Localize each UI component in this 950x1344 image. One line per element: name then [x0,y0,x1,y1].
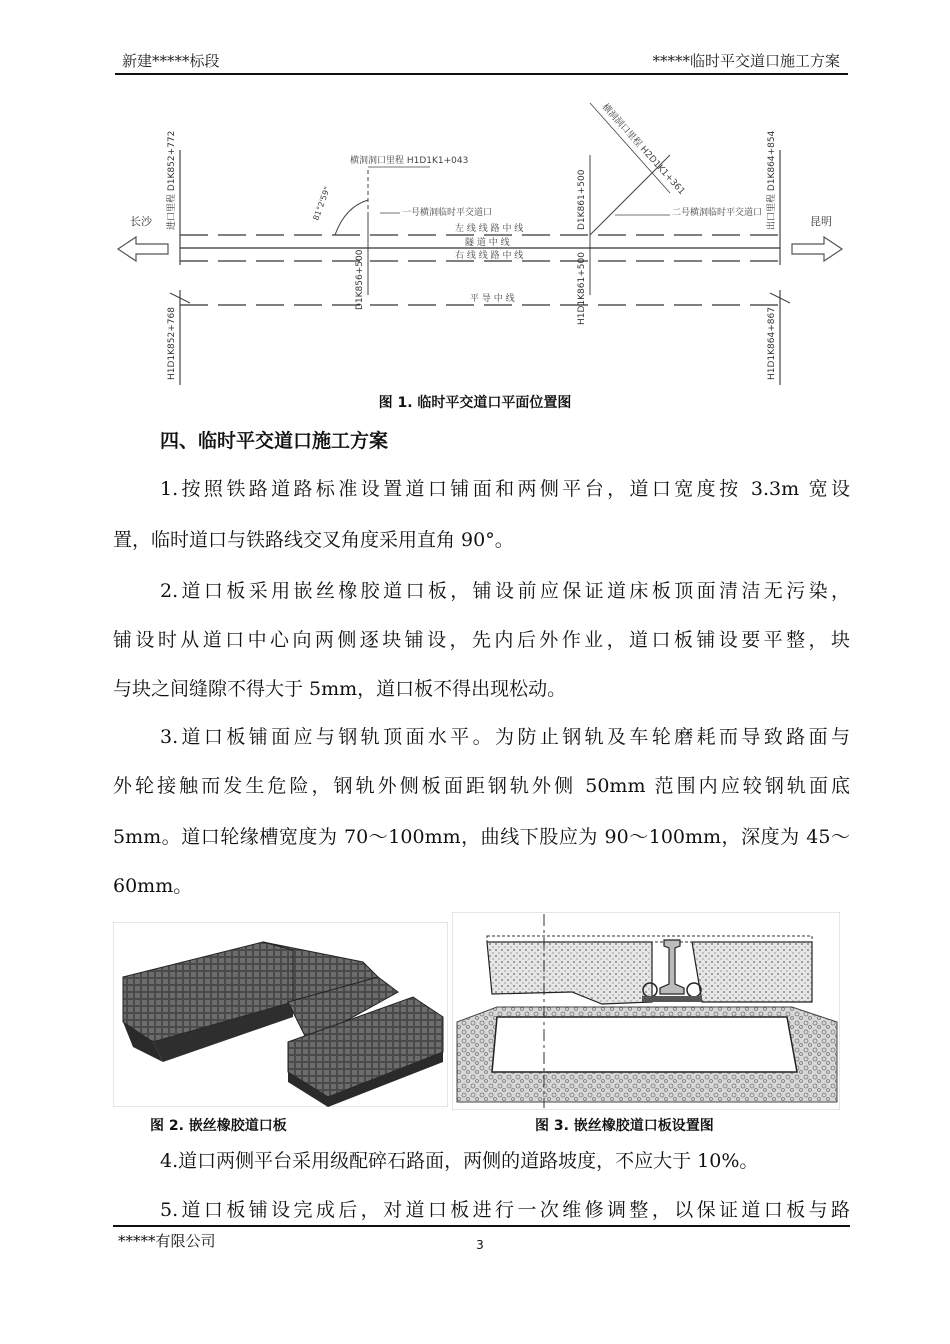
figure1-plan-diagram [110,95,850,385]
figure3-caption: 图 3. 嵌丝橡胶道口板设置图 [535,1118,714,1134]
figure2-caption: 图 2. 嵌丝橡胶道口板 [150,1118,287,1134]
mileage-mid-2-top: D1K861+500 [577,169,587,230]
figure1-caption: 图 1. 临时平交道口平面位置图 [378,395,572,411]
angle-label: 81°2'59" [311,185,332,222]
mileage-left-top: 进口里程 D1K852+772 [167,130,177,230]
mileage-left-bottom: H1D1K852+768 [167,307,177,380]
left-direction-label: 长沙 [130,215,152,228]
page-number: 3 [476,1238,484,1252]
body-line: 与块之间缝隙不得大于 5mm，道口板不得出现松动。 [113,678,567,700]
section-heading: 四、临时平交道口施工方案 [160,430,389,452]
body-line: 外轮接触而发生危险，钢轨外侧板面距钢轨外侧 50mm 范围内应较钢轨面底 [113,775,850,797]
header-right: *****临时平交道口施工方案 [652,52,840,70]
cross-tunnel-2-label: 横洞洞口里程 H2D1K1+361 [599,102,687,197]
body-line: 5.道口板铺设完成后，对道口板进行一次维修调整，以保证道口板与路 [160,1199,850,1221]
entry-2-label: 二号横洞临时平交道口 [672,208,763,218]
body-line: 1.按照铁路道路标准设置道口铺面和两侧平台，道口宽度按 3.3m 宽设 [160,478,850,500]
body-line: 4.道口两侧平台采用级配碎石路面，两侧的道路坡度，不应大于 10%。 [160,1150,759,1172]
track-right-label: 右 线 线 路 中 线 [455,251,524,261]
entry-1-label: 一号横洞临时平交道口 [402,208,493,218]
track-center-label: 隧 道 中 线 [465,238,510,248]
header-rule [115,73,848,75]
footer-company: *****有限公司 [118,1232,216,1250]
body-line: 5mm。道口轮缘槽宽度为 70～100mm，曲线下股应为 90～100mm，深度为 45～ [113,826,850,848]
right-direction-label: 昆明 [810,215,832,228]
track-left-label: 左 线 线 路 中 线 [455,224,524,234]
body-line: 置，临时道口与铁路线交叉角度采用直角 90°。 [113,529,514,551]
left-direction-arrow-icon [118,237,168,261]
mileage-mid-2-bottom: H1D1K861+500 [577,252,587,325]
right-direction-arrow-icon [792,237,842,261]
body-line: 铺设时从道口中心向两侧逐块铺设，先内后外作业，道口板铺设要平整，块 [113,629,850,651]
mileage-right-bottom: H1D1K864+867 [767,307,777,380]
header-left: 新建*****标段 [122,52,220,70]
body-line: 60mm。 [113,875,193,897]
mileage-mid-1: D1K856+500 [355,249,365,310]
body-line: 2.道口板采用嵌丝橡胶道口板，铺设前应保证道床板顶面清洁无污染， [160,580,850,602]
figure2-rubber-panel-image [113,922,448,1107]
mileage-right-top: 出口里程 D1K864+854 [767,130,777,230]
figure3-setting-diagram [452,912,840,1110]
footer-rule [113,1225,850,1227]
flat-guide-label: 平 导 中 线 [470,294,515,304]
body-line: 3.道口板铺面应与钢轨顶面水平。为防止钢轨及车轮磨耗而导致路面与 [160,726,850,748]
cross-tunnel-1-label: 横洞洞口里程 H1D1K1+043 [350,156,469,166]
